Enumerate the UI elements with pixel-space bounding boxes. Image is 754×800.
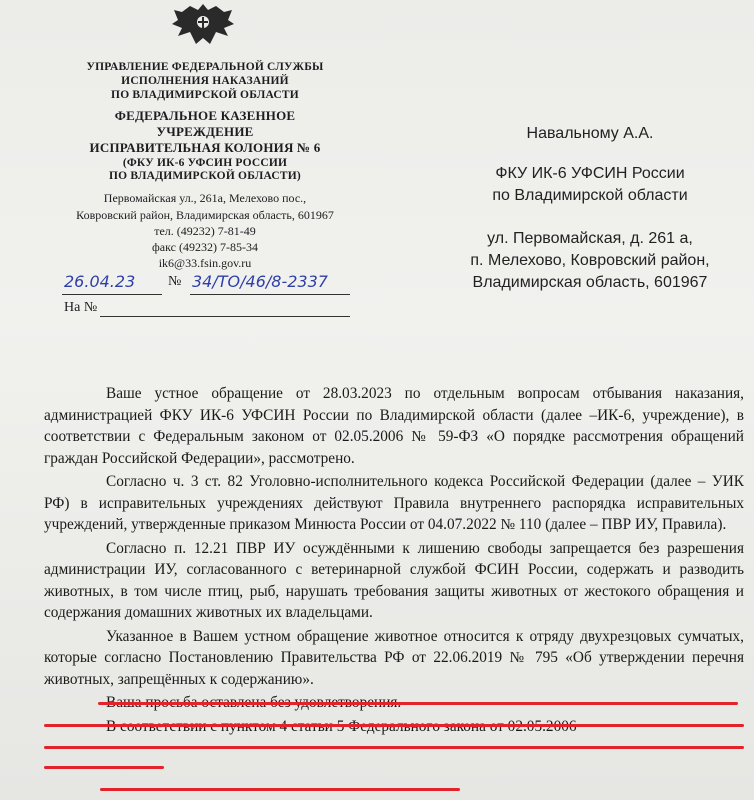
- sender-line-1: УПРАВЛЕНИЕ ФЕДЕРАЛЬНОЙ СЛУЖБЫ: [86, 61, 324, 73]
- reply-to-label: На №: [64, 300, 98, 315]
- date-underline: [62, 294, 162, 295]
- eagle-emblem-icon: [168, 0, 238, 50]
- sender-phone: тел. (49232) 7-81-49: [154, 224, 256, 238]
- recipient-name: Навальному А.А.: [526, 125, 654, 142]
- sender-address-2: Ковровский район, Владимирская область, 601967: [76, 208, 334, 222]
- recipient-org-2: по Владимирской области: [492, 187, 688, 204]
- reply-to-underline: [100, 316, 350, 317]
- red-underline-4: [44, 766, 164, 769]
- paragraph-4: Указанное в Вашем устном обращение животное относится к отряду двухрезцовых сумчатых, которые согласно Постановлению Правительства РФ от 22.06.2019 № 795 «Об утверждении перечня животных, запрещённых к содержанию».: [44, 627, 744, 688]
- sender-email: ik6@33.fsin.gov.ru: [158, 256, 252, 270]
- red-underline-2: [44, 724, 744, 727]
- sender-line-4: ФЕДЕРАЛЬНОЕ КАЗЕННОЕ: [114, 108, 296, 123]
- registration-date: 26.04.23: [64, 272, 136, 291]
- sender-line-3: ПО ВЛАДИМИРСКОЙ ОБЛАСТИ: [111, 89, 299, 101]
- sender-line-5: УЧРЕЖДЕНИЕ: [156, 124, 254, 139]
- number-underline: [190, 294, 350, 295]
- sender-line-6: ИСПРАВИТЕЛЬНАЯ КОЛОНИЯ № 6: [89, 140, 321, 155]
- registration-number: 34/TO/46/8-2337: [192, 272, 328, 291]
- red-underline-5: [100, 788, 460, 791]
- sender-line-2: ИСПОЛНЕНИЯ НАКАЗАНИЙ: [121, 75, 289, 87]
- sender-address-1: Первомайская ул., 261а, Мелехово пос.,: [103, 191, 307, 205]
- sender-fax: факс (49232) 7-85-34: [152, 240, 258, 254]
- red-underline-3: [44, 746, 744, 749]
- red-underline-1: [98, 702, 738, 705]
- recipient-address-2: п. Мелехово, Ковровский район,: [470, 252, 710, 269]
- paragraph-2: Согласно ч. 3 ст. 82 Уголовно-исполнительного кодекса Российской Федерации (далее – УИК РФ) в исправительных учреждениях действуют Правила внутреннего распорядка исправительных учреждений, утвержденные приказом Минюста России от 04.07.2022 № 110 (далее – ПВР ИУ, Правила).: [44, 473, 744, 533]
- sender-line-8: ПО ВЛАДИМИРСКОЙ ОБЛАСТИ): [109, 170, 301, 182]
- recipient-address-1: ул. Первомайская, д. 261 а,: [487, 230, 693, 247]
- letter-body: [44, 383, 744, 739]
- recipient-org-1: ФКУ ИК-6 УФСИН России: [495, 165, 685, 182]
- sender-line-7: (ФКУ ИК-6 УФСИН РОССИИ: [122, 157, 288, 169]
- recipient-address-3: Владимирская область, 601967: [472, 274, 708, 291]
- registration-no-label: №: [168, 274, 182, 289]
- paragraph-3: Согласно п. 12.21 ПВР ИУ осуждёнными к лишению свободы запрещается без разрешения администрации ИУ, согласованного с ветеринарной службой ФСИН России, содержать и разводить животных, в том числе птиц, рыб, нарушать требования защиты животных от жестокого обращения и содержания домашних животных их владельцами.: [44, 539, 744, 621]
- paragraph-1: Ваше устное обращение от 28.03.2023 по отдельным вопросам отбывания наказания, администрацией ФКУ ИК-6 УФСИН России по Владимирской области (далее –ИК-6, учреждение), в соответствии с Федеральным законом от 02.05.2006 № 59-ФЗ «О порядке рассмотрения обращений граждан Российской Федерации», рассмотрено.: [44, 385, 744, 467]
